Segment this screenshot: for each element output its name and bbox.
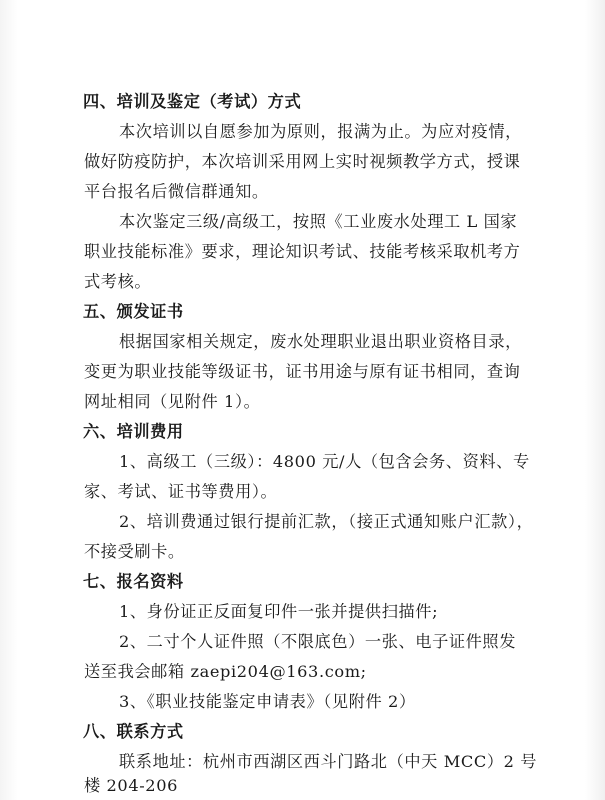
paragraph-line: 1、高级工（三级）：4800 元/人（包含会务、资料、专 bbox=[119, 452, 530, 471]
paragraph-line: 2、培训费通过银行提前汇款，（接正式通知账户汇款）， bbox=[119, 512, 534, 531]
section-heading-contact: 八、联系方式 bbox=[83, 722, 184, 741]
paragraph-line: 楼 204-206 bbox=[84, 776, 178, 795]
paragraph-line: 本次鉴定三级/高级工，按照《工业废水处理工 L 国家 bbox=[119, 212, 518, 231]
section-heading-certificate: 五、颁发证书 bbox=[83, 302, 184, 321]
section-heading-fees: 六、培训费用 bbox=[83, 422, 184, 441]
paragraph-line: 式考核。 bbox=[84, 272, 152, 291]
paragraph-line: 1、身份证正反面复印件一张并提供扫描件; bbox=[119, 602, 439, 621]
paragraph-line: 2、二寸个人证件照（不限底色）一张、电子证件照发 bbox=[119, 632, 517, 651]
paragraph-line: 职业技能标准》要求，理论知识考试、技能考核采取机考方 bbox=[84, 242, 521, 261]
paragraph-line: 3、《职业技能鉴定申请表》（见附件 2） bbox=[119, 692, 416, 711]
paragraph-line: 本次培训以自愿参加为原则，报满为止。为应对疫情， bbox=[119, 122, 522, 141]
section-heading-registration: 七、报名资料 bbox=[83, 572, 184, 591]
paragraph-line: 不接受刷卡。 bbox=[84, 542, 185, 561]
paragraph-line: 变更为职业技能等级证书，证书用途与原有证书相同，查询 bbox=[84, 362, 521, 381]
section-heading-training-method: 四、培训及鉴定（考试）方式 bbox=[83, 92, 302, 111]
paragraph-line: 平台报名后微信群通知。 bbox=[84, 182, 269, 201]
paragraph-line: 根据国家相关规定，废水处理职业退出职业资格目录， bbox=[119, 332, 522, 351]
paragraph-line: 家、考试、证书等费用）。 bbox=[84, 482, 278, 501]
paragraph-line: 送至我会邮箱 zaepi204@163.com; bbox=[84, 662, 367, 681]
paragraph-line: 做好防疫防护，本次培训采用网上实时视频教学方式，授课 bbox=[84, 152, 521, 171]
paragraph-line: 联系地址：杭州市西湖区西斗门路北（中天 MCC）2 号 bbox=[119, 752, 538, 771]
paragraph-line: 网址相同（见附件 1）。 bbox=[84, 392, 261, 411]
